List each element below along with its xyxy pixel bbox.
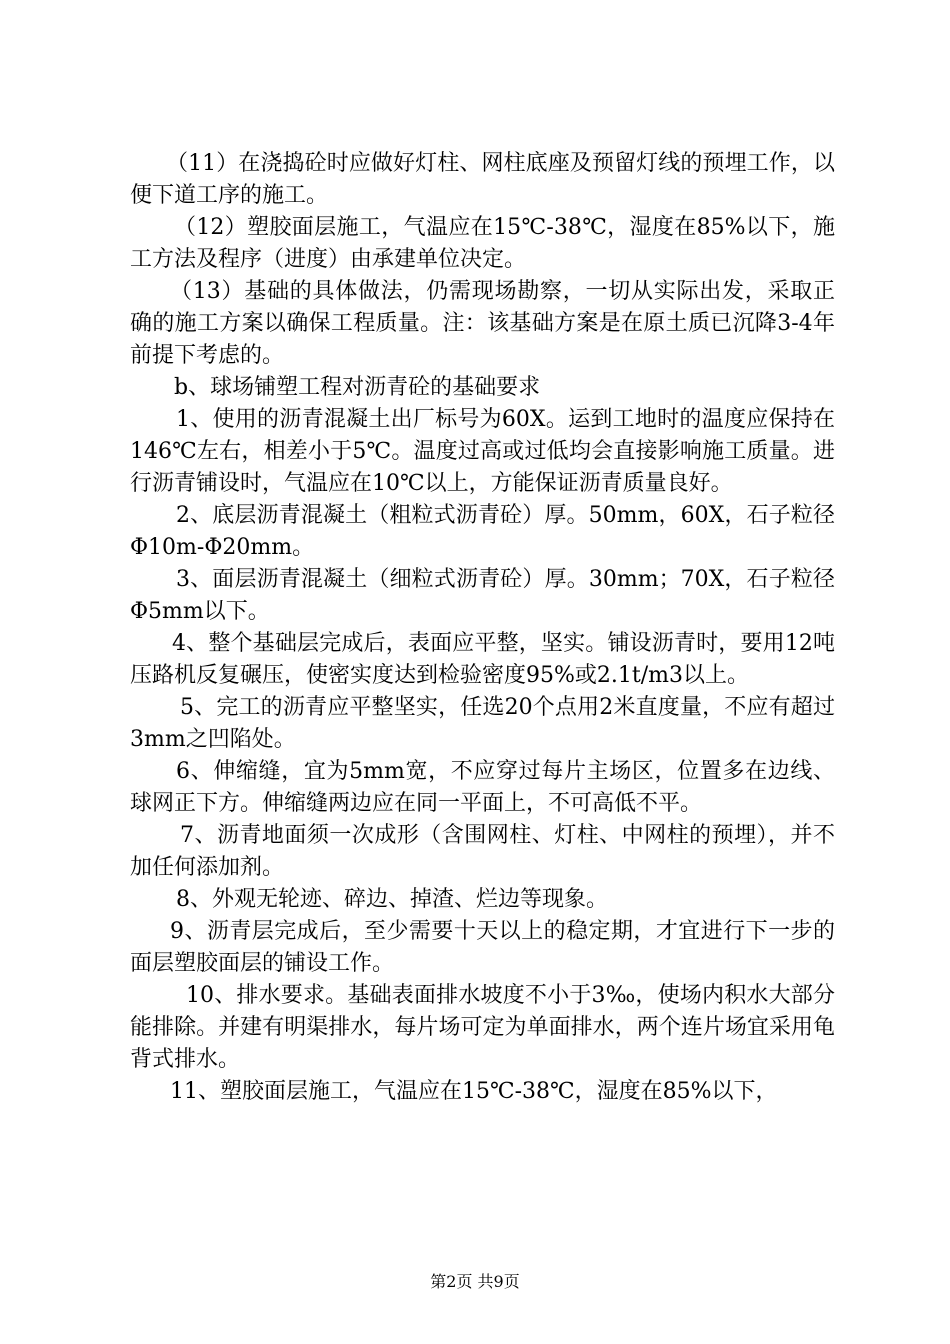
requirement-8: 8、外观无轮迹、碎边、掉渣、烂边等现象。 [176,887,608,912]
requirement-10: 10、排水要求。基础表面排水坡度不小于3‰，使场内积水大部分能排除。并建有明渠排水，每片场可定为单面排水，两个连片场宜采用龟背式排水。 [130,983,835,1072]
requirement-2: 2、底层沥青混凝土（粗粒式沥青砼）厚。50mm，60X，石子粒径Φ10m-Φ20mm。 [130,503,835,560]
requirement-1: 1、使用的沥青混凝土出厂标号为60X。运到工地时的温度应保持在146℃左右，相差小于5℃。温度过高或过低均会直接影响施工质量。进行沥青铺设时，气温应在10℃以上，方能保证沥青质量良好。 [130,407,835,496]
requirement-6: 6、伸缩缝，宜为5mm宽，不应穿过每片主场区，位置多在边线、球网正下方。伸缩缝两边应在同一平面上，不可高低不平。 [130,759,835,816]
paragraph-11: （11）在浇捣砼时应做好灯柱、网柱底座及预留灯线的预埋工作，以便下道工序的施工。 [130,151,835,208]
paragraph-13: （13）基础的具体做法，仍需现场勘察，一切从实际出发，采取正确的施工方案以确保工程质量。注：该基础方案是在原土质已沉降3-4年前提下考虑的。 [130,279,835,368]
requirement-7: 7、沥青地面须一次成形（含围网柱、灯柱、中网柱的预埋），并不加任何添加剂。 [130,823,835,880]
requirement-5: 5、完工的沥青应平整坚实，任选20个点用2米直度量，不应有超过3mm之凹陷处。 [130,695,835,752]
document-body [130,148,835,1108]
requirement-11: 11、塑胶面层施工，气温应在15℃-38℃，湿度在85%以下， [170,1079,778,1104]
page-footer: 第2页 共9页 [430,1272,520,1291]
section-heading-b: b、球场铺塑工程对沥青砼的基础要求 [174,375,541,400]
requirement-3: 3、面层沥青混凝土（细粒式沥青砼）厚。30mm；70X，石子粒径Φ5mm以下。 [130,567,835,624]
requirement-9: 9、沥青层完成后，至少需要十天以上的稳定期，才宜进行下一步的面层塑胶面层的铺设工作。 [130,919,835,976]
paragraph-12: （12）塑胶面层施工，气温应在15℃-38℃，湿度在85%以下，施工方法及程序（进度）由承建单位决定。 [130,215,835,272]
requirement-4: 4、整个基础层完成后，表面应平整，坚实。铺设沥青时，要用12吨压路机反复碾压，使密实度达到检验密度95%或2.1t/m3以上。 [130,631,835,688]
